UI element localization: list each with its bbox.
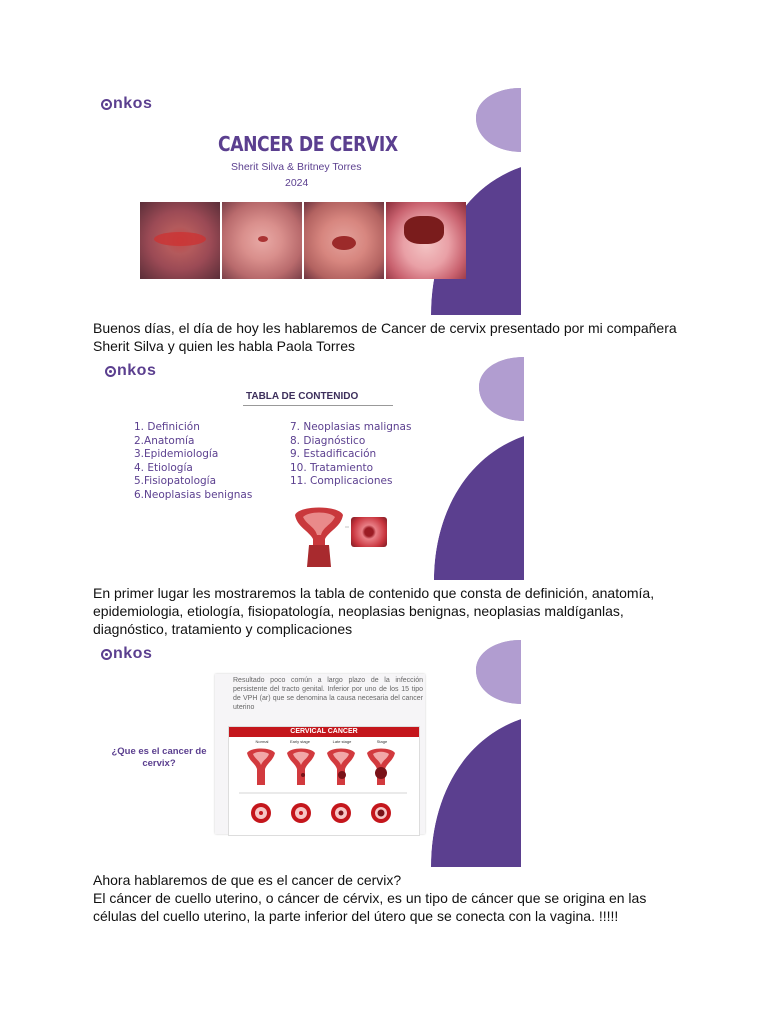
paragraph-toc: En primer lugar les mostraremos la tabla de contenido que consta de definición, anatomía, epidemiologia, etiología, fisiopatología, neoplasias benignas, neoplasias maldíganlas, diagnóstico, tratamiento y complicaciones [93,585,655,637]
slide-authors: Sherit Silva & Britney Torres [231,161,362,173]
toc-item: 1. Definición [134,421,200,433]
toc-item: 11. Complicaciones [290,475,393,487]
toc-item: 2.Anatomía [134,434,195,447]
cervix-photo [222,202,302,279]
logo-ring-icon [105,366,116,377]
onkos-logo: nkos [101,645,152,663]
slide-decoration [421,640,521,867]
toc-right-column [290,421,411,489]
stage-label: Late stage [332,739,352,744]
toc-left-column [134,421,252,502]
toc-item: 4. Etiología [134,461,193,474]
toc-item: 7. Neoplasias malignas [290,421,412,433]
cervix-photo [386,202,466,279]
slide-decoration [424,357,524,580]
paragraph-intro: Buenos días, el día de hoy les hablaremos de Cancer de cervix presentado por mi compañera Sherit Silva y quien les habla Paola Torres [93,320,677,354]
onkos-logo: nkos [101,95,152,113]
cervix-photo [304,202,384,279]
definition-question: ¿Que es el cancer de cervix? [111,746,207,769]
toc-heading: TABLA DE CONTENIDO [246,391,359,402]
toc-item: 6.Neoplasias benignas [134,488,253,501]
slide-table-of-contents [93,357,524,580]
onkos-logo: nkos [105,362,156,380]
uterus-illustration [289,505,349,567]
slide-title-text: CANCER DE CERVIX [218,132,398,156]
paragraph-definition-body: El cáncer de cuello uterino, o cáncer de cérvix, es un tipo de cáncer que se origina en las células del cuello uterino, la parte inferior del útero que se conecta con la vagina. !!!!! [93,890,647,924]
stage-label: Early stage [289,739,310,744]
stage-label: Stage [376,739,388,744]
uterus-stages-illustration [229,745,417,835]
stage-label: Normal [255,739,269,744]
toc-item: 10. Tratamiento [290,461,374,474]
toc-heading-rule [243,405,393,406]
diagram-banner: CERVICAL CANCER [229,727,419,737]
slide-title [93,88,521,315]
toc-item: 9. Estadificación [290,448,377,460]
definition-text: Resultado poco común a largo plazo de la infección persistente del tracto genital. Inferior por uno de los 15 tipo de VPH (ar) que se denomina la causa necesaria del cancer uterino [233,677,423,711]
slide-definition [93,640,521,867]
cervix-closeup-image [351,517,387,547]
logo-ring-icon [101,649,112,660]
logo-ring-icon [101,99,112,110]
toc-item: 5.Fisiopatología [134,475,217,487]
cervical-cancer-diagram [228,726,420,836]
toc-item: 8. Diagnóstico [290,434,366,447]
slide-year: 2024 [285,177,309,189]
cervix-photo [140,202,220,279]
toc-item: 3.Epidemiología [134,448,219,460]
paragraph-definition-heading: Ahora hablaremos de que es el cancer de cervix? [93,872,402,888]
